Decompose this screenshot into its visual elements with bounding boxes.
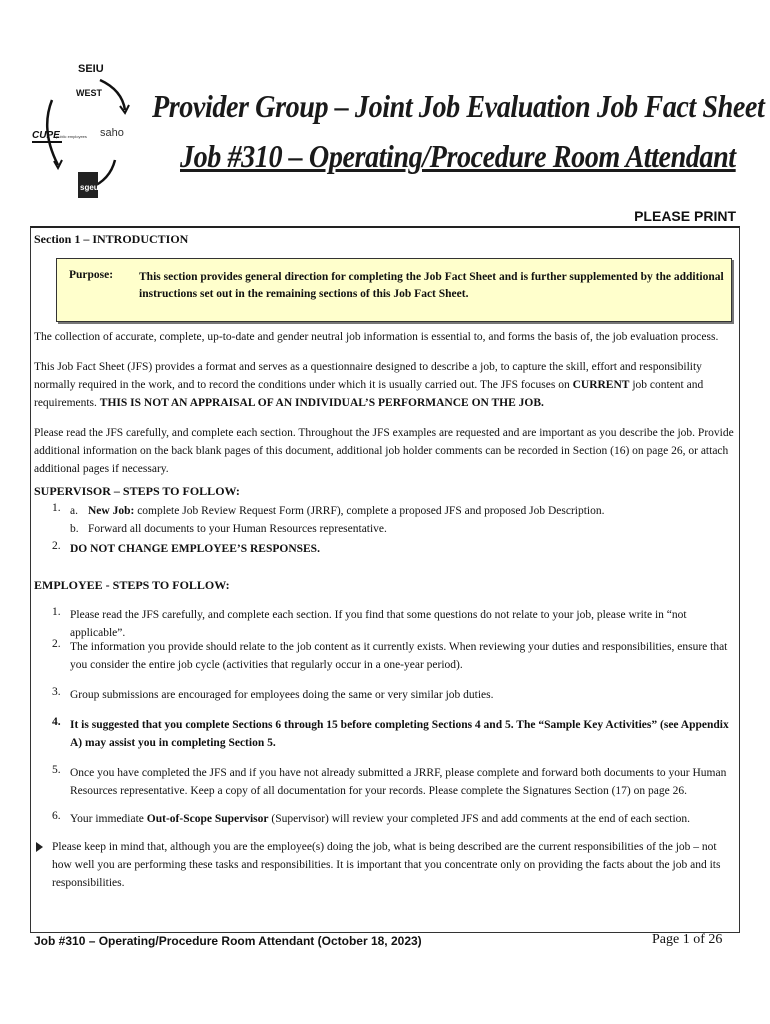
employee-item-number: 3.	[52, 686, 61, 698]
employee-item-6	[70, 810, 734, 828]
employee-heading: EMPLOYEE - STEPS TO FOLLOW:	[34, 578, 230, 592]
para2-warning: THIS IS NOT AN APPRAISAL OF AN INDIVIDUAL’S PERFORMANCE ON THE JOB.	[99, 397, 544, 409]
supervisor-item-2: DO NOT CHANGE EMPLOYEE’S RESPONSES.	[70, 543, 320, 555]
supervisor-item-letter: b.	[70, 523, 79, 535]
saho-logo-text: saho	[100, 127, 124, 139]
please-print-label: PLEASE PRINT	[634, 208, 736, 224]
cupe-sub-text: public employees	[56, 134, 87, 139]
supervisor-item-letter: a.	[70, 505, 78, 517]
employee-item-number: 2.	[52, 638, 61, 650]
supervisor-item-1b: Forward all documents to your Human Resources representative.	[88, 523, 387, 535]
seiu-logo-text: SEIU	[78, 63, 104, 75]
employee-note: Please keep in mind that, although you are the employee(s) doing the job, what is being described are the current responsibilities of the job – not how well you are performing these tasks and responsibilities. It is important that you concentrate only on providing the facts about the job and its responsibilities.	[52, 841, 721, 889]
employee-item-2: The information you provide should relate to the job content as it currently exists. When reviewing your duties and responsibilities, ensure that you consider the entire job cycle (activities that regularly occur in a one-year period).	[70, 641, 728, 671]
new-job-text: complete Job Review Request Form (JRRF), complete a proposed JFS and proposed Job Description.	[134, 505, 605, 517]
document-title: Provider Group – Joint Job Evaluation Job Fact Sheet	[152, 88, 765, 124]
purpose-text: This section provides general direction for completing the Job Fact Sheet and is further supplemented by the additional instructions set out in the remaining sections of this Job Fact Sheet.	[139, 271, 724, 300]
item6-text: Your immediate	[70, 813, 147, 825]
cupe-logo-text: CUPE	[32, 130, 60, 141]
section-heading: Section 1 – INTRODUCTION	[34, 232, 189, 246]
item6-supervisor: Out-of-Scope Supervisor	[146, 813, 269, 825]
page-number: Page 1 of 26	[652, 932, 723, 947]
supervisor-heading: SUPERVISOR – STEPS TO FOLLOW:	[34, 484, 240, 498]
employee-item-4: It is suggested that you complete Sections 6 through 15 before completing Sections 4 and 5. The “Sample Key Activities” (see Appendix A) may assist you in completing Section 5.	[70, 719, 729, 749]
employee-item-number: 6.	[52, 810, 61, 822]
intro-paragraph-2	[34, 358, 736, 412]
supervisor-item-number: 1.	[52, 502, 61, 514]
purpose-box	[56, 258, 732, 322]
arrow-bullet-icon	[36, 842, 43, 852]
employee-item-number: 1.	[52, 606, 61, 618]
intro-paragraph-1: The collection of accurate, complete, up-to-date and gender neutral job information is essential to, and forms the basis of, the job evaluation process.	[34, 331, 719, 343]
new-job-label: New Job:	[88, 505, 135, 517]
para2-current: CURRENT	[572, 379, 630, 391]
employee-item-5: Once you have completed the JFS and if you have not already submitted a JRRF, please complete and forward both documents to your Human Resources representative. Keep a copy of all documentation for your records. Please complete the Signatures Section (17) on page 26.	[70, 767, 727, 797]
purpose-label: Purpose:	[69, 269, 114, 281]
intro-paragraph-3: Please read the JFS carefully, and complete each section. Throughout the JFS examples are requested and are important as you describe the job. Provide additional information on the back blank pages of this document, additional job holder comments can be recorded in Section (16) on page 26, or attach additional pages if necessary.	[34, 427, 734, 475]
sgeu-logo-text: sgeu	[80, 183, 99, 192]
footer-job-title: Job #310 – Operating/Procedure Room Attendant (October 18, 2023)	[34, 934, 422, 948]
employee-item-1: Please read the JFS carefully, and complete each section. If you find that some questions do not relate to your job, please write in “not applicable”.	[70, 609, 687, 639]
para2-text-b: job content and requirements.	[34, 379, 704, 409]
supervisor-item-number: 2.	[52, 540, 61, 552]
organization-logos	[30, 60, 145, 200]
west-logo-text: WEST	[76, 88, 102, 98]
item6-text-b: (Supervisor) will review your completed JFS and add comments at the end of each section.	[268, 813, 691, 825]
employee-item-number: 4.	[52, 716, 61, 728]
supervisor-item-1a	[88, 502, 728, 520]
para2-text: This Job Fact Sheet (JFS) provides a format and serves as a questionnaire designed to describe a job, to capture the skill, effort and responsibility normally required in the work, and to record the conditions under which it is usually carried out. The JFS focuses on	[34, 361, 702, 391]
employee-item-number: 5.	[52, 764, 61, 776]
job-title: Job #310 – Operating/Procedure Room Attendant	[180, 138, 736, 174]
employee-item-3: Group submissions are encouraged for employees doing the same or very similar job duties.	[70, 689, 494, 701]
